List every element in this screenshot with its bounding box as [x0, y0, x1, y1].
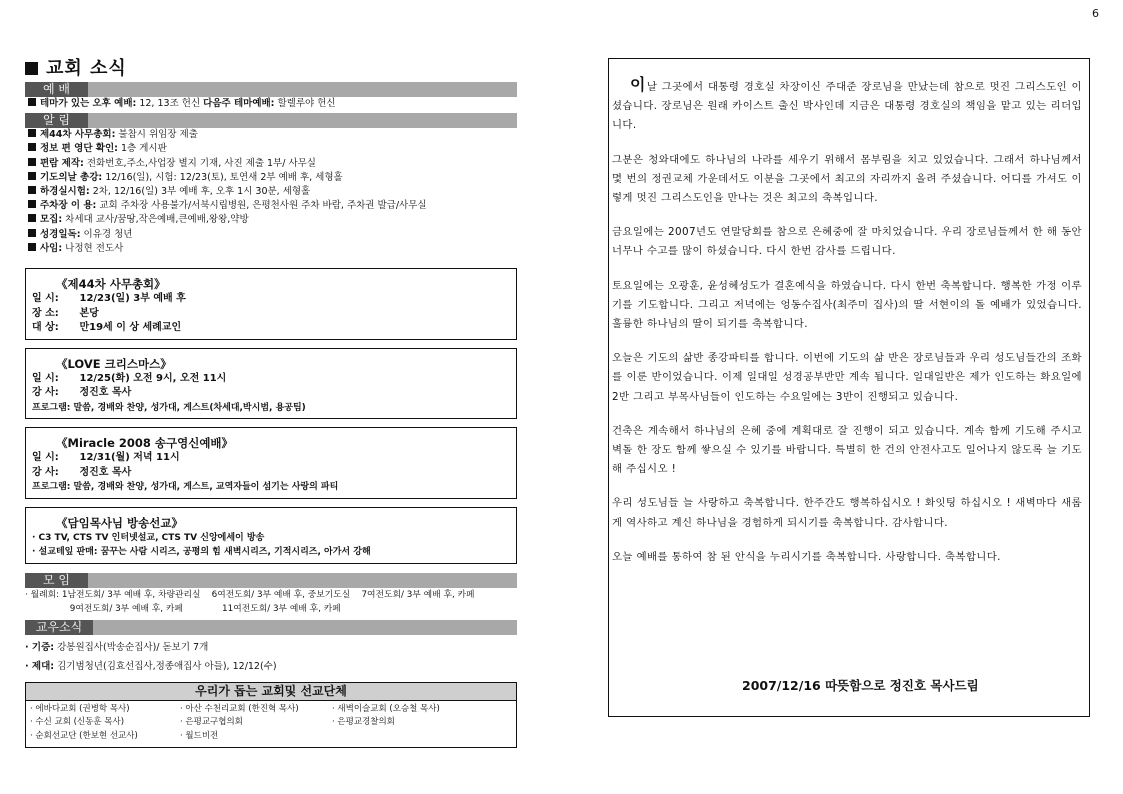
- general-meeting-box: [25, 268, 517, 340]
- notice-value: 불참시 위임장 제출: [115, 129, 198, 141]
- mission-item: · 월드비전: [180, 730, 219, 741]
- square-bullet-icon: [28, 200, 36, 208]
- box-line: · 설교테잎 판매: 꿈꾸는 사람 시리즈, 공평의 힘 새벽시리즈, 기적시리즈, 아가서 강해: [32, 547, 371, 558]
- mission-item: · 순회선교단 (한보현 선교사): [30, 730, 138, 741]
- notice-key: 편람 제작:: [40, 157, 84, 169]
- box-row-value: 12/31(월) 저녁 11시: [76, 452, 180, 464]
- box-row: [32, 321, 510, 336]
- box-row-key: 강 사:: [32, 466, 59, 478]
- member-news-section-header: [25, 620, 517, 635]
- mission-item: · 수신 교회 (신동훈 목사): [30, 717, 125, 728]
- square-bullet-icon: [25, 62, 38, 75]
- meeting-section-header: [25, 573, 517, 588]
- notice-value: 12/16(일), 시험: 12/23(토), 토연새 2부 예배 후, 세형홀: [102, 171, 343, 183]
- letter-paragraph: [608, 75, 1086, 136]
- notice-key: 하경실시험:: [40, 186, 90, 198]
- letter-paragraph: [608, 277, 1086, 335]
- square-bullet-icon: [28, 243, 36, 251]
- notice-value: 이유경 청년: [80, 228, 133, 240]
- notice-key: 기도의날 총강:: [40, 171, 103, 183]
- member-news-key: · 제대:: [25, 660, 55, 672]
- mission-item: · 은평교구협의회: [180, 717, 243, 728]
- square-bullet-icon: [28, 143, 36, 151]
- box-row: [32, 292, 510, 307]
- worship-text: 테마가 있는 오후 예배:: [40, 98, 137, 109]
- notice-value: 2차, 12/16(일) 3부 예배 후, 오후 1시 30분, 세형홀: [89, 186, 311, 198]
- notice-item: [25, 171, 517, 185]
- box-row-value: 12/25(화) 오전 9시, 오전 11시: [76, 372, 227, 384]
- box-row-value: 만19세 이 상 세례교인: [76, 322, 182, 334]
- letter-paragraph: [608, 223, 1086, 261]
- notice-item: [25, 185, 517, 199]
- notice-key: 사임:: [40, 242, 63, 254]
- box-heading: 《Miracle 2008 송구영신예배》: [52, 435, 237, 451]
- letter-paragraph-text: 그분은 청와대에도 하나님의 나라를 세우기 위해서 몸부림을 치고 있었습니다. 그래서 하나님께서 몇 번의 정권교체 가운데서도 이분을 그곳에서 최고의 자리까지 올려 주셨습니다. 어디를 가셔도 이렇게 멋진 그리스도인을 만나는 것은 최고의 축복입니다.: [612, 153, 1082, 205]
- mission-table-title: 우리가 돕는 교회및 선교단체: [26, 683, 516, 701]
- christmas-box: [25, 348, 517, 420]
- member-news-value: 강봉원집사(박송순집사)/ 돋보기 7개: [54, 641, 209, 653]
- letter-paragraph-text: 오늘 예배를 통하여 참 된 안식을 누리시기를 축복합니다. 사랑합니다. 축복합니다.: [612, 550, 1001, 563]
- worship-text: 다음주 테마예배:: [203, 98, 275, 109]
- notice-item: [25, 157, 517, 171]
- page-title: [25, 58, 517, 80]
- box-row: [32, 386, 510, 401]
- notice-value: 전화번호,주소,사업장 별지 기재, 사진 제출 1부/ 사무실: [83, 157, 316, 169]
- member-news-item: [25, 638, 517, 657]
- box-heading: 《제44차 사무총회》: [52, 276, 170, 292]
- meeting-lines: [25, 588, 517, 616]
- mission-item: · 새벽이슬교회 (오승철 목사): [332, 703, 440, 714]
- notice-value: 교회 주차장 사용불가/서북시립병원, 은평천사원 주차 바람, 주차권 발급/사무실: [96, 200, 427, 212]
- notice-value: 차세대 교사/꿈땅,작은예배,큰예배,왕왕,약방: [62, 214, 249, 226]
- box-row-value: 정진호 목사: [76, 387, 132, 399]
- letter-paragraph-text: 토요일에는 오광훈, 윤성혜성도가 결혼예식을 하였습니다. 다시 한번 축복합니다. 행복한 가정 이루기를 기도합니다. 그리고 저녁에는 엉동수집사(최주미 집사)의 딸 서현이의 돌 예배가 있었습니다. 훌륭한 하나님의 딸이 되기를 축복합니다.: [612, 279, 1082, 331]
- page-title-text: 교회 소식: [46, 58, 127, 79]
- notice-item: [25, 213, 517, 227]
- worship-label: 예 배: [25, 82, 88, 97]
- broadcast-mission-box: [25, 507, 517, 564]
- square-bullet-icon: [28, 214, 36, 222]
- meeting-line: 9여전도회/ 3부 예배 후, 카페 11여전도회/ 3부 예배 후, 카페: [25, 603, 341, 614]
- box-row-value: 12/23(일) 3부 예배 후: [76, 293, 186, 305]
- square-bullet-icon: [28, 186, 36, 194]
- letter-paragraph: [608, 494, 1086, 532]
- mission-item: · 은평교경찰의회: [332, 717, 395, 728]
- box-row-key: 일 시:: [32, 452, 59, 464]
- new-year-service-box: [25, 427, 517, 499]
- letter-paragraph: [608, 151, 1086, 209]
- box-row-key: 장 소:: [32, 307, 59, 319]
- mission-grid: [26, 701, 516, 748]
- notice-list: [25, 128, 517, 256]
- letter-paragraph: [608, 548, 1086, 567]
- mission-support-table: [25, 682, 517, 749]
- meeting-line: · 월례회: 1남전도회/ 3부 예배 후, 차량관리실 6여전도회/ 3부 예배 후, 중보기도실 7여전도회/ 3부 예배 후, 카페: [25, 589, 475, 600]
- notice-section-header: [25, 113, 517, 128]
- letter-signature: 2007/12/16 따뜻함으로 정진호 목사드림: [742, 678, 979, 693]
- worship-text: 12, 13조 헌신: [136, 98, 204, 109]
- square-bullet-icon: [28, 229, 36, 237]
- notice-item: [25, 142, 517, 156]
- box-row-key: 일 시:: [32, 293, 59, 305]
- pastor-letter: [608, 75, 1086, 582]
- box-row-key: 대 상:: [32, 322, 59, 334]
- letter-paragraph-text: 금요일에는 2007년도 연말당회를 참으로 은혜중에 잘 마치었습니다. 우리 장로님들께서 한 해 동안 너무나 수고를 많이 하셨습니다. 다시 한번 감사를 드립니다.: [612, 226, 1082, 258]
- box-row-value: 본당: [76, 307, 99, 319]
- member-news-item: [25, 657, 517, 676]
- square-bullet-icon: [28, 172, 36, 180]
- notice-item: [25, 242, 517, 256]
- notice-item: [25, 128, 517, 142]
- letter-paragraph-text: 날 그곳에서 대통령 경호실 차장이신 주대준 장로님을 만났는데 참으로 멋진 그리스도인 이셨습니다. 장로님은 원래 카이스트 출신 박사인데 지금은 대통령 경호실의 책임을 맡고 있는 리더입니다.: [612, 81, 1082, 132]
- drop-cap: 이: [630, 75, 646, 94]
- letter-paragraph-text: 건축은 계속해서 하나님의 은혜 중에 계획대로 잘 진행이 되고 있습니다. 계속 함께 기도해 주시고 벽돌 한 장도 함께 쌓으실 수 있기를 바랍니다. 특별히 한 건의 안전사고도 일어나지 않도록 늘 기도해 주십시오 !: [612, 424, 1082, 476]
- member-news-value: 김기범청년(김효선집사,정종애집사 아들), 12/12(수): [54, 660, 277, 672]
- notice-key: 정보 편 영단 확인:: [40, 143, 118, 155]
- box-row: [32, 307, 510, 322]
- box-row-value: 정진호 목사: [76, 466, 132, 478]
- letter-paragraph-text: 우리 성도님들 늘 사랑하고 축복합니다. 한주간도 행복하십시오 ! 화잇팅 하십시오 ! 새벽마다 새롭게 역사하고 계신 하나님을 경험하게 되시기를 축복합니다. 감사합니다.: [612, 497, 1082, 529]
- box-heading: 《담임목사님 방송선교》: [52, 515, 187, 531]
- worship-text: 할렐루야 헌신: [274, 98, 336, 109]
- notice-item: [25, 228, 517, 242]
- box-row-key: 강 사:: [32, 387, 59, 399]
- letter-paragraph-text: 오늘은 기도의 삶반 종강파티를 합니다. 이번에 기도의 삶 반은 장로님들과 우리 성도님들간의 조화를 이룬 반이었습니다. 이제 일대일 성경공부반만 계속 됩니다. 일대일반은 제가 인도하는 화요일에 2반 그리고 부목사님들이 인도하는 수요일에는 3반이 진행되고 있습니다.: [612, 352, 1082, 403]
- notice-value: 나정현 전도사: [62, 242, 124, 254]
- box-row-key: 일 시:: [32, 372, 59, 384]
- worship-line: [25, 97, 517, 111]
- member-news-key: · 기증:: [25, 641, 55, 653]
- page-number: 6: [1092, 7, 1099, 20]
- mission-item: · 에바다교회 (권병학 목사): [30, 703, 130, 714]
- notice-key: 주차장 이 용:: [40, 200, 97, 212]
- notice-key: 제44차 사무총회:: [40, 129, 116, 141]
- box-row: [32, 451, 510, 466]
- square-bullet-icon: [28, 129, 36, 137]
- mission-item: · 아산 수천리교회 (한진혁 목사): [180, 703, 299, 714]
- box-row: [32, 372, 510, 387]
- church-news-column: [25, 58, 517, 748]
- box-line: · C3 TV, CTS TV 인터넷설교, CTS TV 신앙에세이 방송: [32, 532, 265, 543]
- box-heading: 《LOVE 크리스마스》: [52, 356, 176, 372]
- letter-paragraph: [608, 422, 1086, 480]
- box-program: 프로그램: 말씀, 경배와 찬양, 성가대, 게스트(차세대,박시범, 용공팀): [32, 402, 306, 413]
- notice-value: 1층 게시판: [117, 143, 167, 155]
- worship-section-header: [25, 82, 517, 97]
- notice-item: [25, 199, 517, 213]
- mission-item: [332, 730, 512, 744]
- box-row: [32, 466, 510, 481]
- member-news-list: [25, 638, 517, 676]
- square-bullet-icon: [28, 158, 36, 166]
- notice-key: 성경일독:: [40, 228, 81, 240]
- notice-key: 모집:: [40, 214, 63, 226]
- box-program: 프로그램: 말씀, 경배와 찬양, 성가대, 게스트, 교역자들이 섬기는 사랑의 파티: [32, 482, 339, 493]
- meeting-label: 모 임: [25, 573, 88, 588]
- member-news-label: 교우소식: [25, 620, 93, 635]
- letter-paragraph: [608, 349, 1086, 407]
- square-bullet-icon: [28, 98, 36, 106]
- notice-label: 알 림: [25, 113, 88, 128]
